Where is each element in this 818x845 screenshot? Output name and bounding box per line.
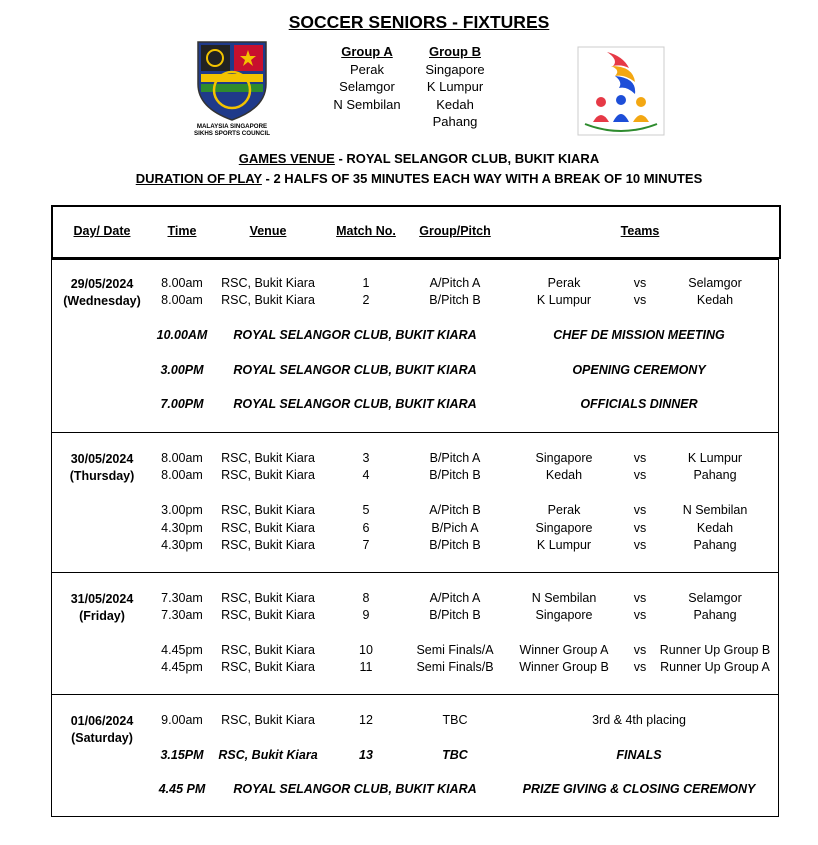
event-name: PRIZE GIVING & CLOSING CEREMONY — [522, 782, 756, 796]
event-name: OFFICIALS DINNER — [580, 397, 698, 411]
match-time: 3.15PM — [160, 748, 204, 762]
group-b-team: K Lumpur — [426, 79, 484, 94]
match-number: 1 — [362, 276, 370, 290]
day-label: 30/05/2024 (Thursday) — [69, 452, 135, 483]
vs-label: vs — [633, 293, 647, 307]
match-number: 13 — [359, 748, 373, 762]
team-away: K Lumpur — [687, 451, 743, 465]
event-name: OPENING CEREMONY — [572, 363, 706, 377]
match-number: 6 — [362, 521, 370, 535]
page-title: SOCCER SENIORS - FIXTURES — [288, 12, 550, 32]
vs-label: vs — [633, 276, 647, 290]
vs-label: vs — [633, 643, 647, 657]
group-b — [414, 43, 496, 131]
group-a-heading: Group A — [341, 44, 393, 59]
match-venue: RSC, Bukit Kiara — [221, 451, 315, 465]
team-away: Selamgor — [688, 276, 742, 290]
match-number: 5 — [362, 503, 370, 517]
match-number: 9 — [362, 608, 370, 622]
vs-label: vs — [633, 608, 647, 622]
match-time: 8.00am — [161, 451, 203, 465]
duration-line — [0, 171, 818, 186]
event-venue: ROYAL SELANGOR CLUB, BUKIT KIARA — [233, 363, 477, 377]
header-time: Time — [167, 224, 197, 238]
team-home: Winner Group B — [519, 660, 609, 674]
match-time: 4.30pm — [161, 538, 203, 552]
team-home: Singapore — [535, 521, 593, 535]
match-event: FINALS — [616, 748, 662, 762]
vs-label: vs — [633, 451, 647, 465]
vs-label: vs — [633, 521, 647, 535]
match-event: 3rd & 4th placing — [592, 713, 686, 727]
match-time: 4.45pm — [161, 660, 203, 674]
match-number: 7 — [362, 538, 370, 552]
match-venue: RSC, Bukit Kiara — [221, 293, 315, 307]
team-home: Perak — [547, 503, 581, 517]
match-group: B/Pitch B — [429, 538, 481, 552]
group-b-team: Kedah — [436, 96, 474, 112]
match-group: TBC — [442, 713, 468, 727]
match-number: 10 — [359, 643, 373, 657]
match-venue: RSC, Bukit Kiara — [221, 521, 315, 535]
day-divider — [51, 694, 779, 695]
team-home: Winner Group A — [519, 643, 609, 657]
header-date: Day/ Date — [73, 224, 131, 238]
vs-label: vs — [633, 468, 647, 482]
event-name: CHEF DE MISSION MEETING — [553, 328, 725, 342]
event-time: 3.00PM — [160, 363, 204, 377]
event-time: 10.00AM — [156, 328, 208, 342]
match-time: 4.45pm — [161, 643, 203, 657]
match-time: 7.30am — [161, 608, 203, 622]
header-teams: Teams — [620, 224, 660, 238]
day-divider — [51, 432, 779, 433]
club-logo — [577, 46, 665, 136]
team-away: N Sembilan — [682, 503, 748, 517]
duration-text: - 2 HALFS OF 35 MINUTES EACH WAY WITH A BREAK OF 10 MINUTES — [261, 171, 703, 186]
team-home: K Lumpur — [536, 293, 592, 307]
duration-label: DURATION OF PLAY — [135, 171, 262, 186]
match-group: A/Pitch B — [429, 503, 481, 517]
match-venue: RSC, Bukit Kiara — [221, 713, 315, 727]
match-time: 3.00pm — [161, 503, 203, 517]
team-home: Singapore — [535, 451, 593, 465]
match-group: B/Pitch A — [429, 451, 481, 465]
match-group: A/Pitch A — [429, 276, 481, 290]
match-time: 8.00am — [161, 293, 203, 307]
match-time: 4.30pm — [161, 521, 203, 535]
match-venue: RSC, Bukit Kiara — [221, 538, 315, 552]
logo-line-1: MALAYSIA SINGAPORE — [196, 123, 268, 130]
match-group: B/Pitch B — [429, 293, 481, 307]
match-venue: RSC, Bukit Kiara — [221, 643, 315, 657]
team-home: Perak — [547, 276, 581, 290]
team-home: K Lumpur — [536, 538, 592, 552]
venue-text: - ROYAL SELANGOR CLUB, BUKIT KIARA — [334, 151, 600, 166]
vs-label: vs — [633, 591, 647, 605]
match-group: TBC — [442, 748, 468, 762]
team-away: Kedah — [696, 293, 734, 307]
event-venue: ROYAL SELANGOR CLUB, BUKIT KIARA — [233, 397, 477, 411]
day-label: 29/05/2024 (Wednesday) — [63, 277, 141, 308]
event-time: 7.00PM — [160, 397, 204, 411]
team-home: Kedah — [545, 468, 583, 482]
match-time: 8.00am — [161, 468, 203, 482]
event-venue: ROYAL SELANGOR CLUB, BUKIT KIARA — [233, 328, 477, 342]
match-venue: RSC, Bukit Kiara — [221, 503, 315, 517]
vs-label: vs — [633, 538, 647, 552]
team-away: Kedah — [696, 521, 734, 535]
match-group: Semi Finals/A — [416, 643, 494, 657]
match-number: 12 — [359, 713, 373, 727]
match-group: B/Pitch B — [429, 468, 481, 482]
team-away: Selamgor — [688, 591, 742, 605]
group-b-team: Pahang — [432, 114, 478, 129]
venue-line — [0, 151, 818, 166]
group-b-heading: Group B — [429, 44, 481, 59]
match-time: 7.30am — [161, 591, 203, 605]
team-away: Pahang — [693, 538, 737, 552]
day-label: 01/06/2024 (Saturday) — [70, 714, 134, 745]
group-a-team: Selamgor — [339, 79, 395, 94]
group-a — [327, 43, 407, 113]
match-group: B/Pitch B — [429, 608, 481, 622]
match-venue: RSC, Bukit Kiara — [221, 276, 315, 290]
team-home: N Sembilan — [531, 591, 597, 605]
match-time: 9.00am — [161, 713, 203, 727]
team-away: Runner Up Group B — [659, 643, 771, 657]
match-group: A/Pitch A — [429, 591, 481, 605]
match-number: 3 — [362, 451, 370, 465]
day-divider — [51, 572, 779, 573]
match-venue: RSC, Bukit Kiara — [218, 748, 318, 762]
group-a-team: N Sembilan — [333, 96, 401, 112]
match-number: 2 — [362, 293, 370, 307]
match-group: B/Pich A — [431, 521, 479, 535]
header-group: Group/Pitch — [419, 224, 491, 238]
vs-label: vs — [633, 503, 647, 517]
group-b-team: Singapore — [425, 61, 485, 77]
vs-label: vs — [633, 660, 647, 674]
match-venue: RSC, Bukit Kiara — [221, 468, 315, 482]
match-venue: RSC, Bukit Kiara — [221, 608, 315, 622]
match-time: 8.00am — [161, 276, 203, 290]
match-number: 4 — [362, 468, 370, 482]
match-venue: RSC, Bukit Kiara — [221, 660, 315, 674]
header-match: Match No. — [336, 224, 396, 238]
header-venue: Venue — [249, 224, 287, 238]
team-away: Pahang — [693, 468, 737, 482]
group-a-team: Perak — [350, 61, 384, 77]
council-logo — [192, 38, 272, 136]
match-venue: RSC, Bukit Kiara — [221, 591, 315, 605]
match-number: 11 — [359, 660, 373, 674]
match-number: 8 — [362, 591, 370, 605]
match-group: Semi Finals/B — [416, 660, 494, 674]
event-venue: ROYAL SELANGOR CLUB, BUKIT KIARA — [233, 782, 477, 796]
event-time: 4.45 PM — [158, 782, 206, 796]
logo-line-2: SIKHS SPORTS COUNCIL — [194, 130, 270, 136]
team-home: Singapore — [535, 608, 593, 622]
team-away: Runner Up Group A — [660, 660, 770, 674]
team-away: Pahang — [693, 608, 737, 622]
day-label: 31/05/2024 (Friday) — [70, 592, 134, 623]
venue-label: GAMES VENUE — [238, 151, 335, 166]
